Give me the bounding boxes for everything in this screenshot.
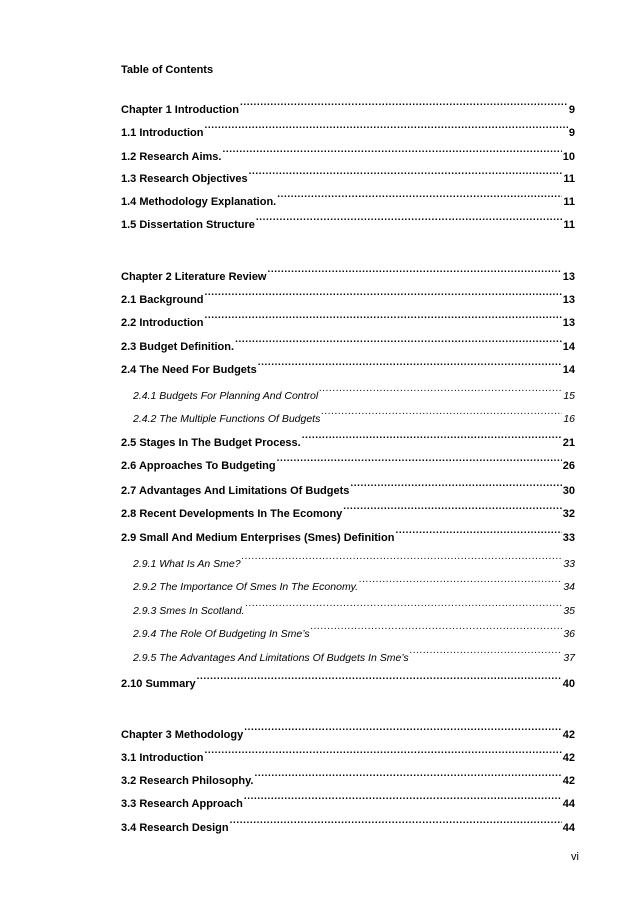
dot-leader [268,264,562,280]
dot-leader [249,166,563,182]
toc-entry-label: 2.10 Summary [121,678,196,690]
toc-entry[interactable] [121,430,575,449]
toc-entry[interactable] [121,212,575,231]
toc-entry-label: 1.1 Introduction [121,127,204,139]
dot-leader [254,768,561,784]
toc-entry-page: 42 [562,752,575,764]
toc-entry-page: 9 [568,104,575,116]
toc-entry-label: 2.7 Advantages And Limitations Of Budgets [121,485,350,497]
dot-leader [302,430,562,446]
toc-entry-page: 13 [562,294,575,306]
dot-leader [277,453,562,469]
toc-entry-page: 11 [563,173,575,185]
dot-leader [277,189,562,205]
toc-entry-page: 40 [562,678,575,690]
toc-entry[interactable] [121,310,575,329]
toc-entry[interactable] [121,525,575,544]
toc-entry-label: 2.9 Small And Medium Enterprises (Smes) Definition [121,532,395,544]
dot-leader [258,357,562,373]
toc-entry-label: 2.9.2 The Importance Of Smes In The Economy. [133,581,359,593]
toc-entry-page: 44 [562,822,575,834]
toc-entry[interactable] [121,264,575,283]
dot-leader [311,621,563,637]
toc-entry[interactable] [121,478,575,497]
dot-leader [205,745,562,761]
toc-entry-label: 2.4.2 The Multiple Functions Of Budgets [133,413,321,425]
dot-leader [244,722,562,738]
toc-entry-page: 14 [562,364,575,376]
dot-leader [197,671,562,687]
toc-entry-label: 2.9.1 What Is An Sme? [133,558,241,570]
toc-entry-page: 11 [563,219,575,231]
toc-entry-label: 1.3 Research Objectives [121,173,248,185]
dot-leader [240,97,568,113]
toc-entry-page: 33 [562,532,575,544]
toc-entry[interactable] [121,287,575,306]
toc-entry-label: 2.3 Budget Definition. [121,341,235,353]
toc-entry-label: 1.2 Research Aims. [121,151,222,163]
toc-entry[interactable] [121,791,575,810]
toc-entry[interactable] [121,334,575,353]
toc-entry[interactable] [133,598,575,617]
dot-leader [359,574,562,590]
page-number: vi [571,851,579,863]
toc-entry-label: 1.4 Methodology Explanation. [121,196,277,208]
dot-leader [242,551,563,567]
toc-entry-label: 2.8 Recent Developments In The Ecomony [121,508,343,520]
toc-entry-label: 3.4 Research Design [121,822,229,834]
toc-entry-page: 11 [563,196,575,208]
toc-entry-label: Chapter 3 Methodology [121,729,244,741]
toc-entry-page: 9 [568,127,575,139]
toc-entry-label: 2.5 Stages In The Budget Process. [121,437,301,449]
toc-entry-page: 35 [563,605,575,617]
toc-entry-label: 3.2 Research Philosophy. [121,775,254,787]
toc-entry-page: 32 [562,508,575,520]
dot-leader [244,791,562,807]
toc-entry[interactable] [121,120,575,139]
toc-entry[interactable] [133,383,575,402]
toc-entry[interactable] [133,406,575,425]
toc-entry-page: 37 [563,652,575,664]
toc-entry-label: 2.2 Introduction [121,317,204,329]
toc-entry-label: Chapter 2 Literature Review [121,271,267,283]
toc-entry-page: 21 [562,437,575,449]
toc-entry[interactable] [121,453,575,472]
toc-entry[interactable] [121,357,575,376]
dot-leader [319,383,562,399]
dot-leader [350,478,561,494]
toc-entry-label: 2.9.4 The Role Of Budgeting In Sme’s [133,628,310,640]
toc-entry-page: 42 [562,775,575,787]
toc-entry[interactable] [121,768,575,787]
dot-leader [256,212,562,228]
toc-entry-label: 3.3 Research Approach [121,798,243,810]
page-title: Table of Contents [121,64,214,76]
toc-entry[interactable] [121,166,575,185]
toc-entry-page: 34 [563,581,575,593]
toc-entry[interactable] [121,745,575,764]
toc-entry-label: 2.4 The Need For Budgets [121,364,257,376]
dot-leader [245,598,562,614]
dot-leader [410,645,563,661]
dot-leader [222,144,561,160]
toc-entry-page: 10 [562,151,575,163]
toc-entry-label: 3.1 Introduction [121,752,204,764]
toc-entry-label: 1.5 Dissertation Structure [121,219,255,231]
dot-leader [230,815,562,831]
toc-entry-page: 14 [562,341,575,353]
toc-entry-label: 2.4.1 Budgets For Planning And Control [133,390,319,402]
toc-entry[interactable] [133,621,575,640]
toc-entry[interactable] [121,501,575,520]
toc-entry-page: 15 [563,390,575,402]
toc-entry[interactable] [121,671,575,690]
toc-entry-page: 26 [562,460,575,472]
toc-entry-label: Chapter 1 Introduction [121,104,239,116]
dot-leader [395,525,561,541]
toc-entry-page: 13 [562,271,575,283]
toc-entry-page: 30 [562,485,575,497]
toc-entry[interactable] [121,97,575,116]
dot-leader [205,287,562,303]
dot-leader [235,334,562,350]
dot-leader [343,501,561,517]
dot-leader [205,310,562,326]
toc-entry[interactable] [121,189,575,208]
toc-entry[interactable] [121,144,575,163]
dot-leader [321,406,562,422]
toc-entry[interactable] [133,574,575,593]
toc-entry[interactable] [133,645,575,664]
toc-entry-label: 2.9.3 Smes In Scotland. [133,605,245,617]
toc-entry-page: 44 [562,798,575,810]
toc-entry-page: 36 [563,628,575,640]
toc-entry-label: 2.1 Background [121,294,204,306]
toc-entry[interactable] [121,722,575,741]
toc-entry-page: 42 [562,729,575,741]
toc-entry-label: 2.6 Approaches To Budgeting [121,460,276,472]
toc-entry-page: 13 [562,317,575,329]
dot-leader [205,120,568,136]
toc-entry[interactable] [133,551,575,570]
toc-entry-label: 2.9.5 The Advantages And Limitations Of Budgets In Sme’s [133,652,409,664]
toc-entry-page: 33 [563,558,575,570]
toc-entry-page: 16 [563,413,575,425]
toc-entry[interactable] [121,815,575,834]
